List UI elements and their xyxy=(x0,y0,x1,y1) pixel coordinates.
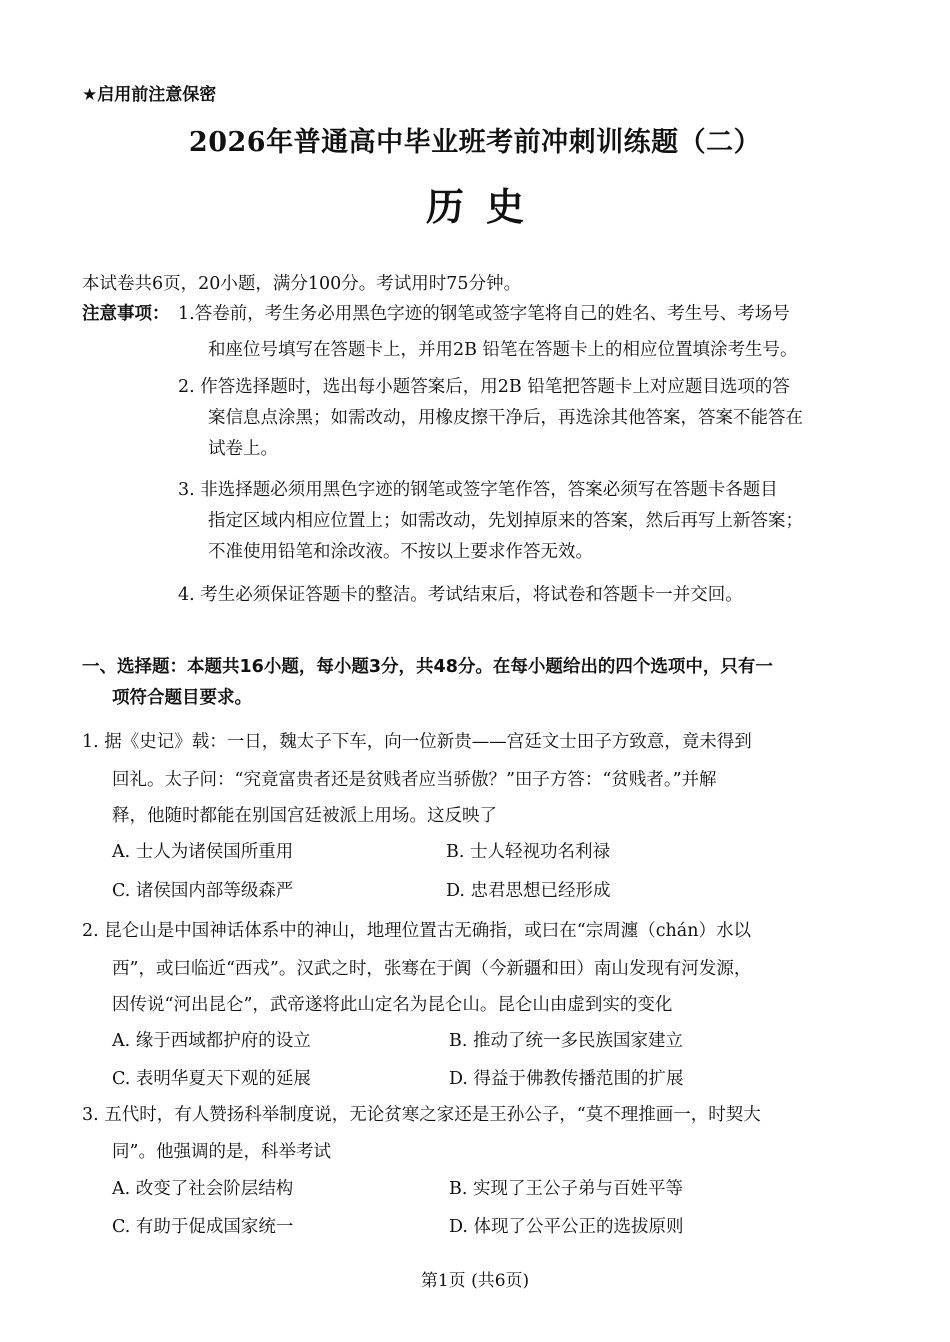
question-1-option-a: A. 士人为诸侯国所重用 xyxy=(112,842,294,862)
section-heading-line-2: 项符合题目要求。 xyxy=(112,688,252,708)
notice-item-3-line-1: 3. 非选择题必须用黑色字迹的钢笔或签字笔作答，答案必须写在答题卡各题目 xyxy=(178,480,778,500)
confidential-mark: ★启用前注意保密 xyxy=(82,85,217,105)
subject-title: 历史 xyxy=(425,185,546,229)
page-footer: 第1页 (共6页) xyxy=(420,1271,530,1291)
question-2-option-c: C. 表明华夏天下观的延展 xyxy=(112,1069,311,1089)
notice-item-2-line-1: 2. 作答选择题时，选出每小题答案后，用2B 铅笔把答题卡上对应题目选项的答 xyxy=(178,377,790,397)
question-1-option-d: D. 忠君思想已经形成 xyxy=(446,881,611,901)
question-3-option-d: D. 体现了公平公正的选拔原则 xyxy=(449,1217,684,1237)
question-3-line-1: 3. 五代时，有人赞扬科举制度说，无论贫寒之家还是王孙公子，“莫不理推画一，时契大 xyxy=(82,1105,761,1125)
notice-item-2-line-3: 试卷上。 xyxy=(208,439,278,459)
question-1-option-c: C. 诸侯国内部等级森严 xyxy=(112,881,294,901)
question-1-option-b: B. 士人轻视功名利禄 xyxy=(446,842,610,862)
question-1-line-1: 1. 据《史记》载：一日，魏太子下车，向一位新贵——宫廷文士田子方致意，竟未得到 xyxy=(82,732,752,752)
notice-label: 注意事项： xyxy=(82,304,170,324)
section-heading-line-1: 一、选择题：本题共16小题，每小题3分，共48分。在每小题给出的四个选项中，只有一 xyxy=(82,657,773,677)
exam-intro: 本试卷共6页，20小题，满分100分。考试用时75分钟。 xyxy=(82,274,522,294)
exam-title: 2026年普通高中毕业班考前冲刺训练题（二） xyxy=(188,127,762,158)
question-1-line-3: 释，他随时都能在别国宫廷被派上用场。这反映了 xyxy=(112,806,497,826)
question-1-line-2: 回礼。太子问：“究竟富贵者还是贫贱者应当骄傲？”田子方答：“贫贱者。”并解 xyxy=(112,770,717,790)
question-2-line-1: 2. 昆仑山是中国神话体系中的神山，地理位置古无确指，或曰在“宗周瀍（chán）水以 xyxy=(82,921,751,941)
notice-item-1-line-1: 1.答卷前，考生务必用黑色字迹的钢笔或签字笔将自己的姓名、考生号、考场号 xyxy=(178,304,790,324)
question-3-option-b: B. 实现了王公子弟与百姓平等 xyxy=(449,1179,683,1199)
question-2-line-2: 西”，或曰临近“西戎”。汉武之时，张骞在于阗（今新疆和田）南山发现有河发源， xyxy=(112,959,752,979)
question-3-line-2: 同”。他强调的是，科举考试 xyxy=(112,1142,331,1162)
notice-item-3-line-2: 指定区域内相应位置上；如需改动，先划掉原来的答案，然后再写上新答案； xyxy=(208,511,803,531)
question-3-option-c: C. 有助于促成国家统一 xyxy=(112,1217,294,1237)
question-2-option-a: A. 缘于西域都护府的设立 xyxy=(112,1031,311,1051)
question-2-option-b: B. 推动了统一多民族国家建立 xyxy=(449,1031,683,1051)
notice-item-4-line-1: 4. 考生必须保证答题卡的整洁。考试结束后，将试卷和答题卡一并交回。 xyxy=(178,585,743,605)
question-2-option-d: D. 得益于佛教传播范围的扩展 xyxy=(449,1069,684,1089)
notice-item-1-line-2: 和座位号填写在答题卡上，并用2B 铅笔在答题卡上的相应位置填涂考生号。 xyxy=(208,340,798,360)
notice-item-3-line-3: 不准使用铅笔和涂改液。不按以上要求作答无效。 xyxy=(208,542,593,562)
question-3-option-a: A. 改变了社会阶层结构 xyxy=(112,1179,294,1199)
notice-item-2-line-2: 案信息点涂黑；如需改动，用橡皮擦干净后，再选涂其他答案，答案不能答在 xyxy=(208,408,803,428)
question-2-line-3: 因传说“河出昆仑”，武帝遂将此山定名为昆仑山。昆仑山由虚到实的变化 xyxy=(112,995,673,1015)
